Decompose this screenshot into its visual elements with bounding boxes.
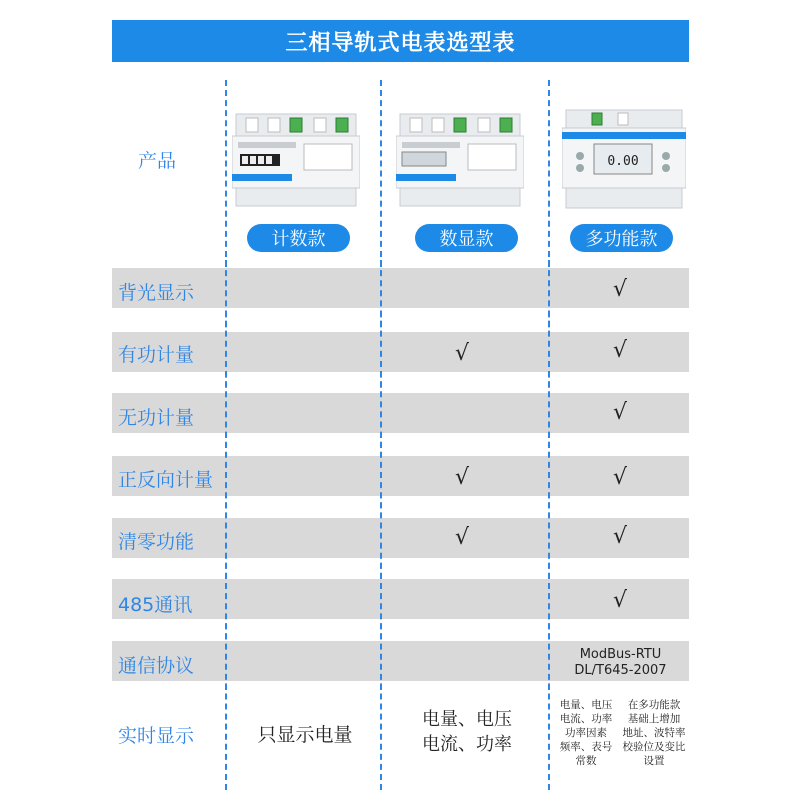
product-pill-multifunction: 多功能款 xyxy=(570,224,673,252)
realtime-multi-line: 设置 xyxy=(643,755,665,767)
feature-label-realtime: 实时显示 xyxy=(118,725,195,747)
realtime-multi-left xyxy=(552,698,620,768)
realtime-multi-line: 基础上增加 xyxy=(627,713,681,725)
svg-text:0.00: 0.00 xyxy=(607,154,639,169)
check-mark: √ xyxy=(612,338,628,363)
realtime-counter-text: 只显示电量 xyxy=(257,724,353,746)
column-divider xyxy=(548,260,550,690)
realtime-multi-line: 电量、电压 xyxy=(559,699,613,711)
check-mark: √ xyxy=(612,524,628,549)
product-pill-digital: 数显款 xyxy=(415,224,518,252)
feature-label-backlight: 背光显示 xyxy=(118,282,195,304)
realtime-multi-line: 地址、波特率 xyxy=(622,727,686,739)
meter-image-counter xyxy=(232,110,360,210)
check-mark: √ xyxy=(612,400,628,425)
check-mark: √ xyxy=(454,525,470,550)
realtime-digital-line: 电流、功率 xyxy=(422,734,512,755)
realtime-multi-line: 功率因素 xyxy=(565,727,607,739)
protocol-line: DL/T645-2007 xyxy=(574,663,667,678)
check-mark: √ xyxy=(612,465,628,490)
realtime-multi-line: 常数 xyxy=(575,755,597,767)
protocol-line: ModBus-RTU xyxy=(579,647,662,662)
column-divider xyxy=(380,260,382,690)
feature-label-rs485: 485通讯 xyxy=(118,594,193,616)
realtime-multi-line: 校验位及变比 xyxy=(622,741,686,753)
realtime-multi-line: 在多功能款 xyxy=(627,699,681,711)
feature-label-active-energy: 有功计量 xyxy=(118,344,195,366)
realtime-digital-text xyxy=(392,707,542,757)
realtime-digital-line: 电量、电压 xyxy=(422,709,512,730)
table-title: 三相导轨式电表选型表 xyxy=(112,20,689,62)
check-mark: √ xyxy=(612,588,628,613)
check-mark: √ xyxy=(454,465,470,490)
product-pill-counter: 计数款 xyxy=(247,224,350,252)
check-mark: √ xyxy=(612,277,628,302)
meter-image-multifunction xyxy=(562,108,686,212)
check-mark: √ xyxy=(454,341,470,366)
feature-label-protocol: 通信协议 xyxy=(118,655,195,677)
realtime-multi-line: 电流、功率 xyxy=(559,713,613,725)
realtime-multi-right xyxy=(618,698,690,768)
feature-label-reactive-energy: 无功计量 xyxy=(118,407,195,429)
row-label-product: 产品 xyxy=(138,150,177,172)
feature-label-reset: 清零功能 xyxy=(118,531,195,553)
realtime-multi-line: 频率、表号 xyxy=(559,741,613,753)
column-divider xyxy=(225,260,227,690)
feature-label-bidirectional: 正反向计量 xyxy=(118,469,214,491)
meter-image-digital xyxy=(396,110,524,210)
protocol-text xyxy=(552,647,689,679)
